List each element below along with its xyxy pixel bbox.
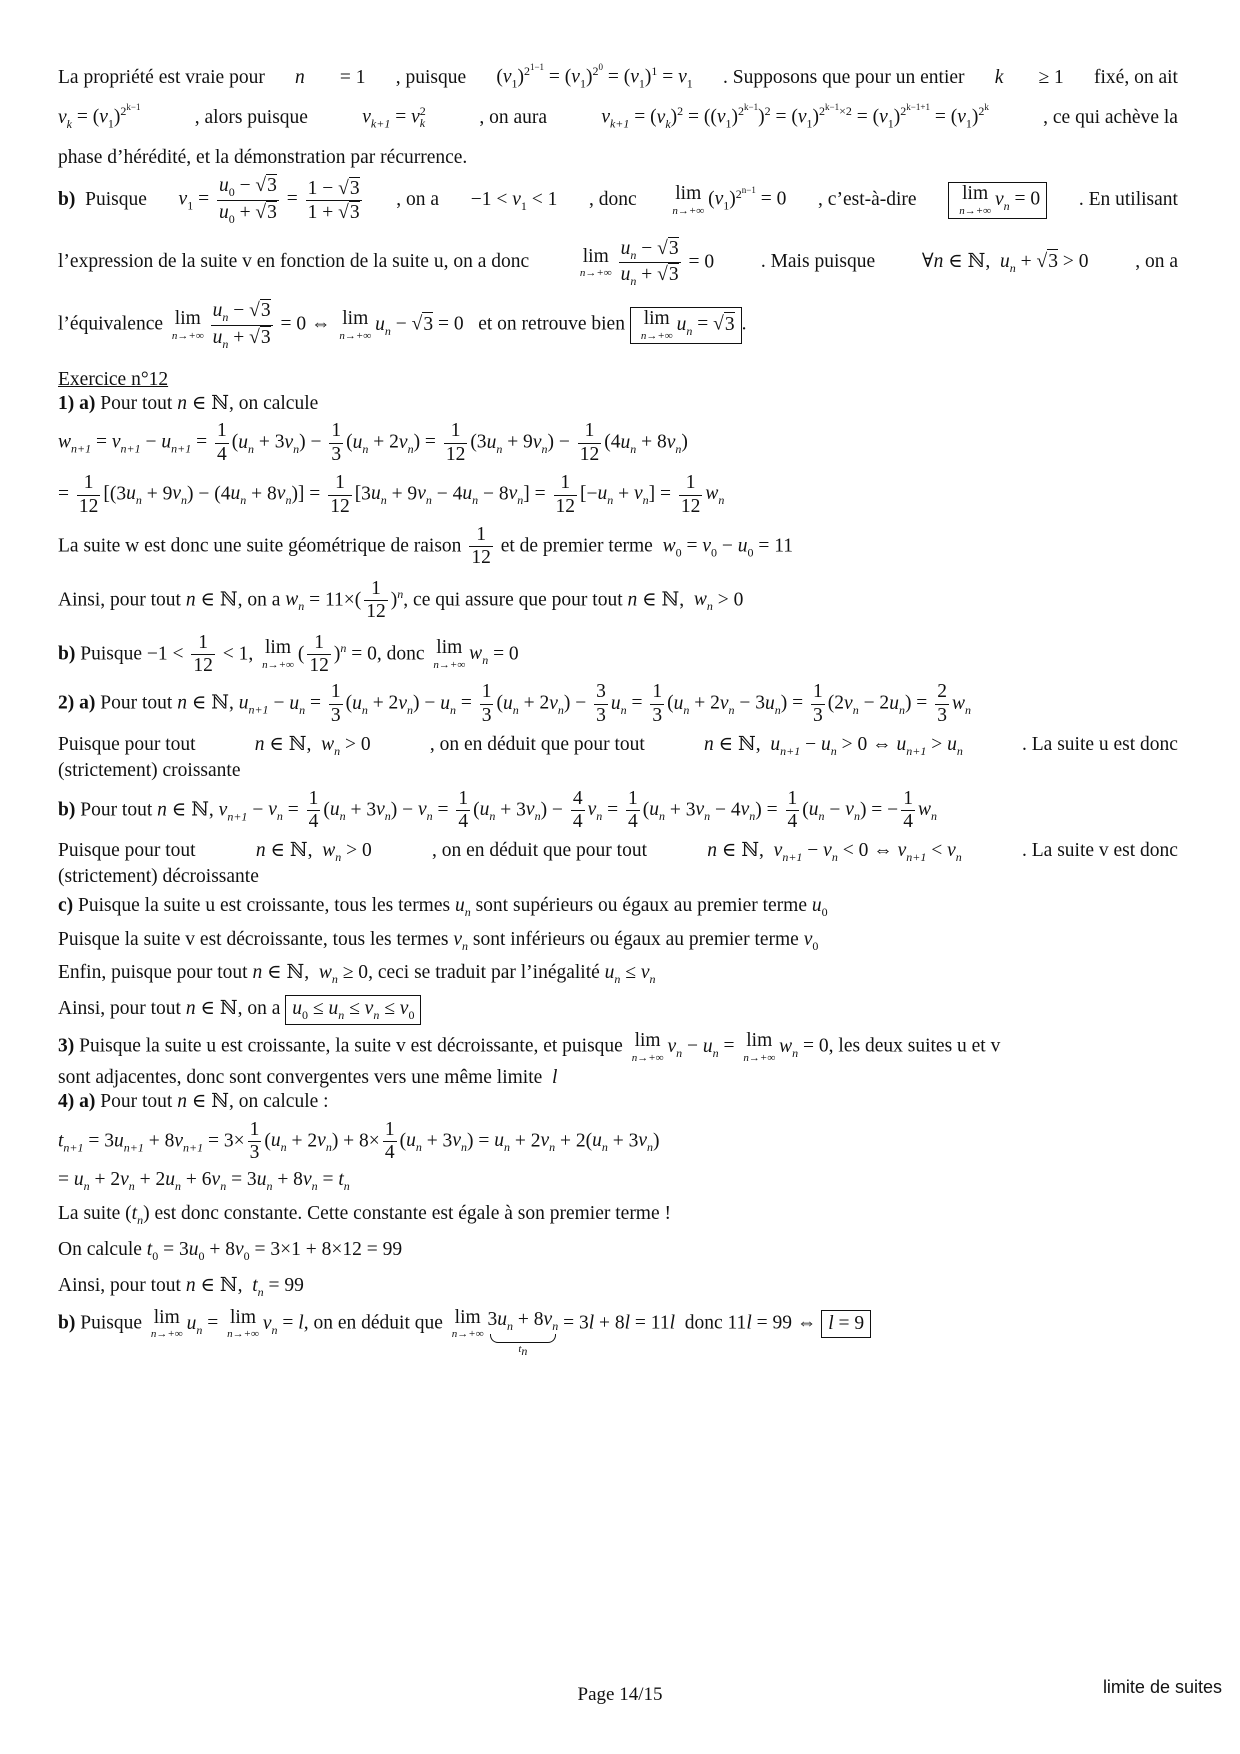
text: La propriété est vraie pour	[58, 66, 265, 88]
text: et de premier terme	[500, 535, 653, 557]
text: , on a	[237, 998, 281, 1020]
q2c-3: Enfin, puisque pour tout n ∈ ℕ, $w_n \ge 0$, ceci se traduit par l’inégalité $u_n \le v_n$	[58, 962, 656, 987]
q1a-intro: 1) a) Pour tout n ∈ ℕ, on calcule	[58, 392, 319, 414]
text: l’expression de la suite v en fonction de la suite u, on a donc	[58, 251, 530, 273]
recurrence-line-2: $v_k = (v_1)^{2^{k-1}}$ , alors puisque $v_{k+1} = v^2_k$ , on aura $v_{k+1} = (v_k)^2 = ((v_1)^{2^{k-1}})^2 = (v_1)^{2^{k-1}\times 2} = (v_1)^{2^{k-1+1}} = (v_1)^{2^k}$ , ce qui achève la	[58, 102, 1178, 131]
text: Ainsi, pour tout	[58, 1275, 181, 1297]
equation-w: $w_{n+1} = v_{n+1} - u_{n+1}$ = $\frac{1}{4}$ $(u_n + 3v_n)$ − $\frac{1}{3}$ $(u_n + 2v_n)$ = $\frac{1}{12}$ $(3u_n + 9v_n)$ − $\frac{1}{12}$ $(4u_n + 8v_n)$	[58, 420, 688, 465]
text: Puisque la suite v est décroissante, tous les termes	[58, 928, 449, 950]
text: . Supposons que pour un entier	[722, 66, 965, 88]
text: , on calcule :	[228, 1091, 329, 1113]
text: Pour tout	[80, 798, 153, 820]
document-body	[58, 62, 1178, 1359]
text: La suite w est donc une suite géométrique de raison	[58, 535, 462, 557]
equation-t: $t_{n+1} = 3u_{n+1} + 8v_{n+1} = 3\times$ $\frac{1}{3}$ $(u_n + 2v_n) + 8\times$ $\frac{1}{4}$ $(u_n + 3v_n) = u_n + 2v_n + 2(u_n + 3v_n)$	[58, 1118, 660, 1163]
text: , on aura	[479, 106, 548, 128]
t-constant: La suite $(t_n)$ est donc constante. Cette constante est égale à son premier terme !	[58, 1203, 672, 1228]
boxed-result: l = 9	[821, 1310, 871, 1338]
q2c-1: c) Puisque la suite u est croissante, tous les termes $u_n$ sont supérieurs ou égaux au premier terme $u_0$	[58, 894, 828, 919]
q3: 3) Puisque la suite u est croissante, la suite v est décroissante, et puisque lim n→+∞ $v_n - u_n$ = lim n→+∞ $w_n = 0$, les deux suites u et v	[58, 1030, 1001, 1064]
text: Enfin, puisque pour tout	[58, 962, 248, 984]
question-label: 4) a)	[58, 1091, 96, 1113]
text: On calcule	[58, 1239, 142, 1261]
text: et on retrouve bien	[478, 313, 625, 335]
q2b: b) Pour tout n ∈ ℕ, $v_{n+1} - v_n$ = $\frac{1}{4}$ $(u_n + 3v_n) - v_n$ = $\frac{1}{4}$ $(u_n + 3v_n)$ − $\frac{4}{4}$ $v_n$ = $\frac{1}{4}$ $(u_n + 3v_n - 4v_n)$ = $\frac{1}{4}$ $(u_n - v_n)$ = − $\frac{1}{4}$ $w_n$	[58, 787, 937, 832]
q2b-conclusion: Puisque pour tout n ∈ ℕ, $w_n > 0$ , on en déduit que pour tout n ∈ ℕ, $v_{n+1} - v_n < 0$ ⇔ $v_{n+1} < v_n$ . La suite v est donc	[58, 840, 1178, 865]
recurrence-line-1: La propriété est vraie pour n = 1 , puisque $(v_1)^{2^{1-1}} = (v_1)^{2^0} = (v_1)^1 = v_1$ . Supposons que pour un entier k ≥ 1 fixé, on ait	[58, 62, 1178, 91]
q4b: b) Puisque lim n→+∞ $u_n$ = lim n→+∞ $v_n = l$, on en déduit que lim n→+∞ $3u_n + 8v_n$ $t_n$ = 3l + 8l = 11l donc 11l = 99 ⇔ l = 9	[58, 1308, 1178, 1359]
text: , on a	[396, 189, 440, 211]
text: sont supérieurs ou égaux au premier terme	[475, 894, 807, 916]
question-label: 2) a)	[58, 692, 96, 714]
text: Puisque	[80, 643, 142, 665]
v-decroissante: (strictement) décroissante	[58, 866, 259, 888]
text: est donc constante. Cette constante est égale à son premier terme !	[154, 1203, 672, 1225]
question-label: b)	[58, 643, 76, 665]
text: , on calcule	[228, 392, 319, 414]
text: l’équivalence	[58, 313, 164, 335]
text: , donc	[376, 643, 425, 665]
text: , on a	[237, 589, 281, 611]
equation-t-2: = $u_n + 2v_n + 2u_n + 6v_n = 3u_n + 8v_n = t_n$	[58, 1169, 350, 1194]
question-label: b)	[58, 798, 76, 820]
text: . La suite u est donc	[1022, 734, 1178, 756]
geometric-sequence: La suite w est donc une suite géométrique de raison $\frac{1}{12}$ et de premier terme $w_0 = v_0 - u_0 = 11$	[58, 523, 794, 569]
question-label: b)	[58, 189, 76, 211]
text: , ceci se traduit par l’inégalité	[368, 962, 600, 984]
text: Pour tout	[100, 392, 173, 414]
t0-calc: On calcule $t_0 = 3u_0 + 8v_0 = 3\times 1 + 8\times 12 = 99$	[58, 1239, 403, 1264]
text: sont adjacentes, donc sont convergentes vers une même limite	[58, 1066, 543, 1088]
recurrence-line-3: phase d’hérédité, et la démonstration par récurrence.	[58, 147, 468, 168]
partb-line-3: l’équivalence lim n→+∞ $\frac{u_n - √3}{u_n + √3}$ = 0 ⇔ lim n→+∞ $u_n - √3 = 0$ et on retrouve bien lim n→+∞ $u_n = √3$ .	[58, 300, 747, 351]
text: . La suite v est donc	[1022, 840, 1178, 862]
text: , ce qui achève la	[1043, 106, 1178, 128]
q1b: b) Puisque −1 < $\frac{1}{12}$ < 1, lim n→+∞ ( $\frac{1}{12}$ )$^n$ = 0, donc lim n→+∞ $w_n = 0$	[58, 631, 519, 677]
text: Ainsi, pour tout	[58, 589, 181, 611]
text: Puisque pour tout	[58, 734, 196, 756]
text: , on en déduit que	[303, 1312, 443, 1334]
boxed-result: lim n→+∞ $u_n = √3$	[630, 307, 742, 344]
exercise-title: Exercice n°12	[58, 368, 169, 390]
equation-w-2: = $\frac{1}{12}$ $[(3u_n + 9v_n) - (4u_n + 8v_n)]$ = $\frac{1}{12}$ $[3u_n + 9v_n - 4u_n - 8v_n]$ = $\frac{1}{12}$ $[-u_n + v_n]$ = $\frac{1}{12}$ $w_n$	[58, 472, 725, 517]
q2a: 2) a) Pour tout n ∈ ℕ, $u_{n+1} - u_n$ = $\frac{1}{3}$ $(u_n + 2v_n) - u_n$ = $\frac{1}{3}$ $(u_n + 2v_n)$ − $\frac{3}{3}$ $u_n$ = $\frac{1}{3}$ $(u_n + 2v_n - 3u_n)$ = $\frac{1}{3}$ $(2v_n - 2u_n)$ = $\frac{2}{3}$ $w_n$	[58, 681, 971, 726]
text: Puisque	[80, 1312, 142, 1334]
boxed-result: lim n→+∞ $v_n = 0$	[948, 182, 1047, 219]
q2c-2: Puisque la suite v est décroissante, tous les termes $v_n$ sont inférieurs ou égaux au premier terme $v_0$	[58, 928, 819, 953]
question-label: b)	[58, 1312, 76, 1334]
text: donc	[684, 1312, 723, 1334]
partb-line-2: l’expression de la suite v en fonction de la suite u, on a donc lim n→+∞ $\frac{u_n - √3}{u_n + √3}$ = 0 . Mais puisque ∀n ∈ ℕ, $u_n + √3 > 0$ , on a	[58, 237, 1178, 289]
ainsi-t: Ainsi, pour tout n ∈ ℕ, $t_n = 99$	[58, 1275, 304, 1299]
text: , donc	[589, 189, 637, 211]
q3-2: sont adjacentes, donc sont convergentes vers une même limite l	[58, 1066, 558, 1088]
text: Pour tout	[100, 1091, 173, 1113]
text: Puisque	[85, 189, 147, 211]
footer-tag: limite de suites	[1102, 1677, 1222, 1697]
text: Puisque la suite u est croissante, la suite v est décroissante, et puisque	[79, 1035, 623, 1057]
text: . Mais puisque	[760, 251, 876, 273]
text: La suite	[58, 1203, 121, 1225]
text: , on en déduit que pour tout	[432, 840, 648, 862]
page-number: Page 14/15	[577, 1684, 663, 1705]
text: fixé, on ait	[1094, 66, 1178, 88]
text: . En utilisant	[1078, 189, 1178, 211]
text: Puisque pour tout	[58, 840, 196, 862]
text: Ainsi, pour tout	[58, 998, 181, 1020]
text: , ce qui assure que pour tout	[403, 589, 623, 611]
q2a-conclusion: Puisque pour tout n ∈ ℕ, $w_n > 0$ , on en déduit que pour tout n ∈ ℕ, $u_{n+1} - u_n > 0$ ⇔ $u_{n+1} > u_n$ . La suite u est donc	[58, 734, 1178, 759]
text: , alors puisque	[194, 106, 308, 128]
question-label: c)	[58, 894, 74, 916]
ainsi-w: Ainsi, pour tout n ∈ ℕ, on a $w_n = 11\times$( $\frac{1}{12}$ )$^n$, ce qui assure que pour tout n ∈ ℕ, $w_n > 0$	[58, 577, 744, 623]
text: , on en déduit que pour tout	[429, 734, 645, 756]
text: Pour tout	[100, 692, 173, 714]
u-croissante: (strictement) croissante	[58, 760, 241, 782]
partb-line-1: b) Puisque $v_1$ = $\frac{u_0 - √3}{u_0 + √3}$ = $\frac{1 - √3}{1 + √3}$ , on a $-1 < v_1 < 1$ , donc lim n→+∞ $(v_1)^{2^{n-1}} = 0$ , c’est-à-dire lim n→+∞ $v_n = 0$ . En utilisant	[58, 175, 1178, 226]
q2c-4: Ainsi, pour tout n ∈ ℕ, on a $u_0 \le u_n \le v_n \le v_0$	[58, 995, 1178, 1025]
question-label: 1) a)	[58, 392, 96, 414]
q4a: 4) a) Pour tout n ∈ ℕ, on calcule :	[58, 1091, 329, 1113]
text: , on a	[1135, 251, 1178, 273]
text: sont inférieurs ou égaux au premier terme	[472, 928, 799, 950]
boxed-result: $u_0 \le u_n \le v_n \le v_0$	[285, 995, 421, 1025]
text: , puisque	[395, 66, 467, 88]
text: , c’est-à-dire	[818, 189, 917, 211]
question-label: 3)	[58, 1035, 75, 1057]
text: Puisque la suite u est croissante, tous les termes	[78, 894, 451, 916]
text: , les deux suites u et v	[828, 1035, 1001, 1057]
